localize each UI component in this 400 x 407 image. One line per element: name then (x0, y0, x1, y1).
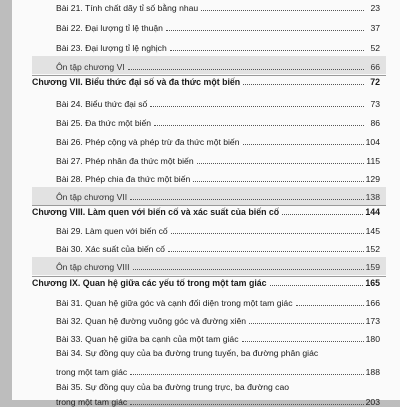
entry-label: Bài 25. Đa thức một biến (56, 118, 152, 128)
chapter-page: 144 (365, 207, 380, 217)
dot-leader (166, 30, 364, 31)
toc-entry-bai-35-line2[interactable] (56, 397, 380, 407)
toc-entry-bai-29[interactable] (56, 226, 380, 236)
chapter-divider (32, 205, 386, 206)
entry-page: 37 (370, 23, 380, 33)
entry-page: 159 (365, 262, 380, 272)
dot-leader (243, 144, 364, 145)
toc-entry-bai-33[interactable] (56, 334, 380, 344)
entry-label: Bài 27. Phép nhân đa thức một biến (56, 156, 194, 166)
dot-leader (296, 305, 364, 306)
entry-label: Ôn tập chương VIII (56, 262, 130, 272)
dot-leader (201, 10, 364, 11)
toc-entry-bai-35-line1[interactable]: Bài 35. Sự đồng quy của ba đường trung trực, ba đường cao (56, 382, 290, 392)
entry-page: 173 (365, 316, 380, 326)
toc-entry-bai-22[interactable] (56, 23, 380, 33)
entry-page: 23 (370, 3, 380, 13)
entry-label: Bài 31. Quan hệ giữa góc và cạnh đối diện trong một tam giác (56, 298, 293, 308)
toc-entry-bai-21[interactable] (56, 3, 380, 13)
dot-leader (249, 323, 364, 324)
toc-chapter-9[interactable] (32, 278, 380, 288)
entry-label: Bài 24. Biểu thức đại số (56, 99, 148, 109)
entry-label: Bài 30. Xác suất của biến cố (56, 244, 165, 254)
entry-page: 166 (365, 298, 380, 308)
entry-label: Bài 21. Tính chất dãy tỉ số bằng nhau (56, 3, 199, 13)
chapter-divider (32, 276, 386, 277)
toc-entry-review-6[interactable] (56, 62, 380, 72)
toc-entry-bai-26[interactable] (56, 137, 380, 147)
entry-page: 152 (365, 244, 380, 254)
entry-page: 115 (366, 156, 380, 166)
entry-page: 52 (370, 43, 380, 53)
toc-page (12, 0, 400, 407)
dot-leader (193, 181, 363, 182)
entry-page: 188 (365, 367, 380, 377)
chapter-divider (32, 75, 386, 76)
entry-label: Bài 23. Đại lượng tỉ lệ nghịch (56, 43, 167, 53)
dot-leader (242, 341, 364, 342)
toc-chapter-8[interactable] (32, 207, 380, 217)
entry-page: 180 (365, 334, 380, 344)
toc-entry-bai-25[interactable] (56, 118, 380, 128)
entry-page: 86 (370, 118, 380, 128)
entry-label: Bài 33. Quan hệ giữa ba cạnh của một tam giác (56, 334, 239, 344)
chapter-label: Chương VII. Biểu thức đại số và đa thức một biến (32, 77, 241, 87)
entry-label: trong một tam giác (56, 397, 128, 407)
entry-label: Bài 29. Làm quen với biến cố (56, 226, 168, 236)
dot-leader (128, 69, 364, 70)
dot-leader (170, 50, 364, 51)
dot-leader (243, 84, 364, 85)
toc-entry-bai-32[interactable] (56, 316, 380, 326)
entry-page: 129 (365, 174, 380, 184)
toc-entry-bai-24[interactable] (56, 99, 380, 109)
entry-page: 138 (365, 192, 380, 202)
entry-label: Bài 28. Phép chia đa thức một biến (56, 174, 191, 184)
chapter-label: Chương VIII. Làm quen với biến cố và xác suất của biến cố (32, 207, 280, 217)
dot-leader (270, 285, 364, 286)
entry-label: Ôn tập chương VI (56, 62, 125, 72)
dot-leader (171, 233, 364, 234)
entry-label: Ôn tập chương VII (56, 192, 128, 202)
toc-entry-bai-30[interactable] (56, 244, 380, 254)
dot-leader (150, 106, 364, 107)
dot-leader (133, 269, 364, 270)
entry-page: 203 (365, 397, 380, 407)
chapter-page: 165 (365, 278, 380, 288)
toc-entry-bai-28[interactable] (56, 174, 380, 184)
dot-leader (154, 125, 364, 126)
toc-entry-bai-27[interactable] (56, 156, 380, 166)
toc-entry-bai-31[interactable] (56, 298, 380, 308)
dot-leader (168, 251, 364, 252)
entry-page: 104 (365, 137, 380, 147)
entry-label: trong một tam giác (56, 367, 128, 377)
entry-page: 73 (370, 99, 380, 109)
toc-chapter-7[interactable] (32, 77, 380, 87)
dot-leader (130, 199, 364, 200)
entry-page: 145 (365, 226, 380, 236)
entry-label: Bài 22. Đại lượng tỉ lệ thuận (56, 23, 163, 33)
toc-entry-bai-23[interactable] (56, 43, 380, 53)
chapter-label: Chương IX. Quan hệ giữa các yếu tố trong một tam giác (32, 278, 267, 288)
dot-leader (282, 214, 363, 215)
entry-label: Bài 26. Phép cộng và phép trừ đa thức một biến (56, 137, 240, 147)
dot-leader (130, 404, 363, 405)
chapter-page: 72 (370, 77, 380, 87)
dot-leader (197, 163, 364, 164)
entry-label: Bài 32. Quan hệ đường vuông góc và đường xiên (56, 316, 247, 326)
entry-page: 66 (370, 62, 380, 72)
toc-entry-review-8[interactable] (56, 262, 380, 272)
dot-leader (130, 374, 363, 375)
toc-entry-bai-34-line1[interactable]: Bài 34. Sự đồng quy của ba đường trung tuyến, ba đường phân giác (56, 348, 319, 358)
toc-entry-review-7[interactable] (56, 192, 380, 202)
toc-entry-bai-34-line2[interactable] (56, 367, 380, 377)
